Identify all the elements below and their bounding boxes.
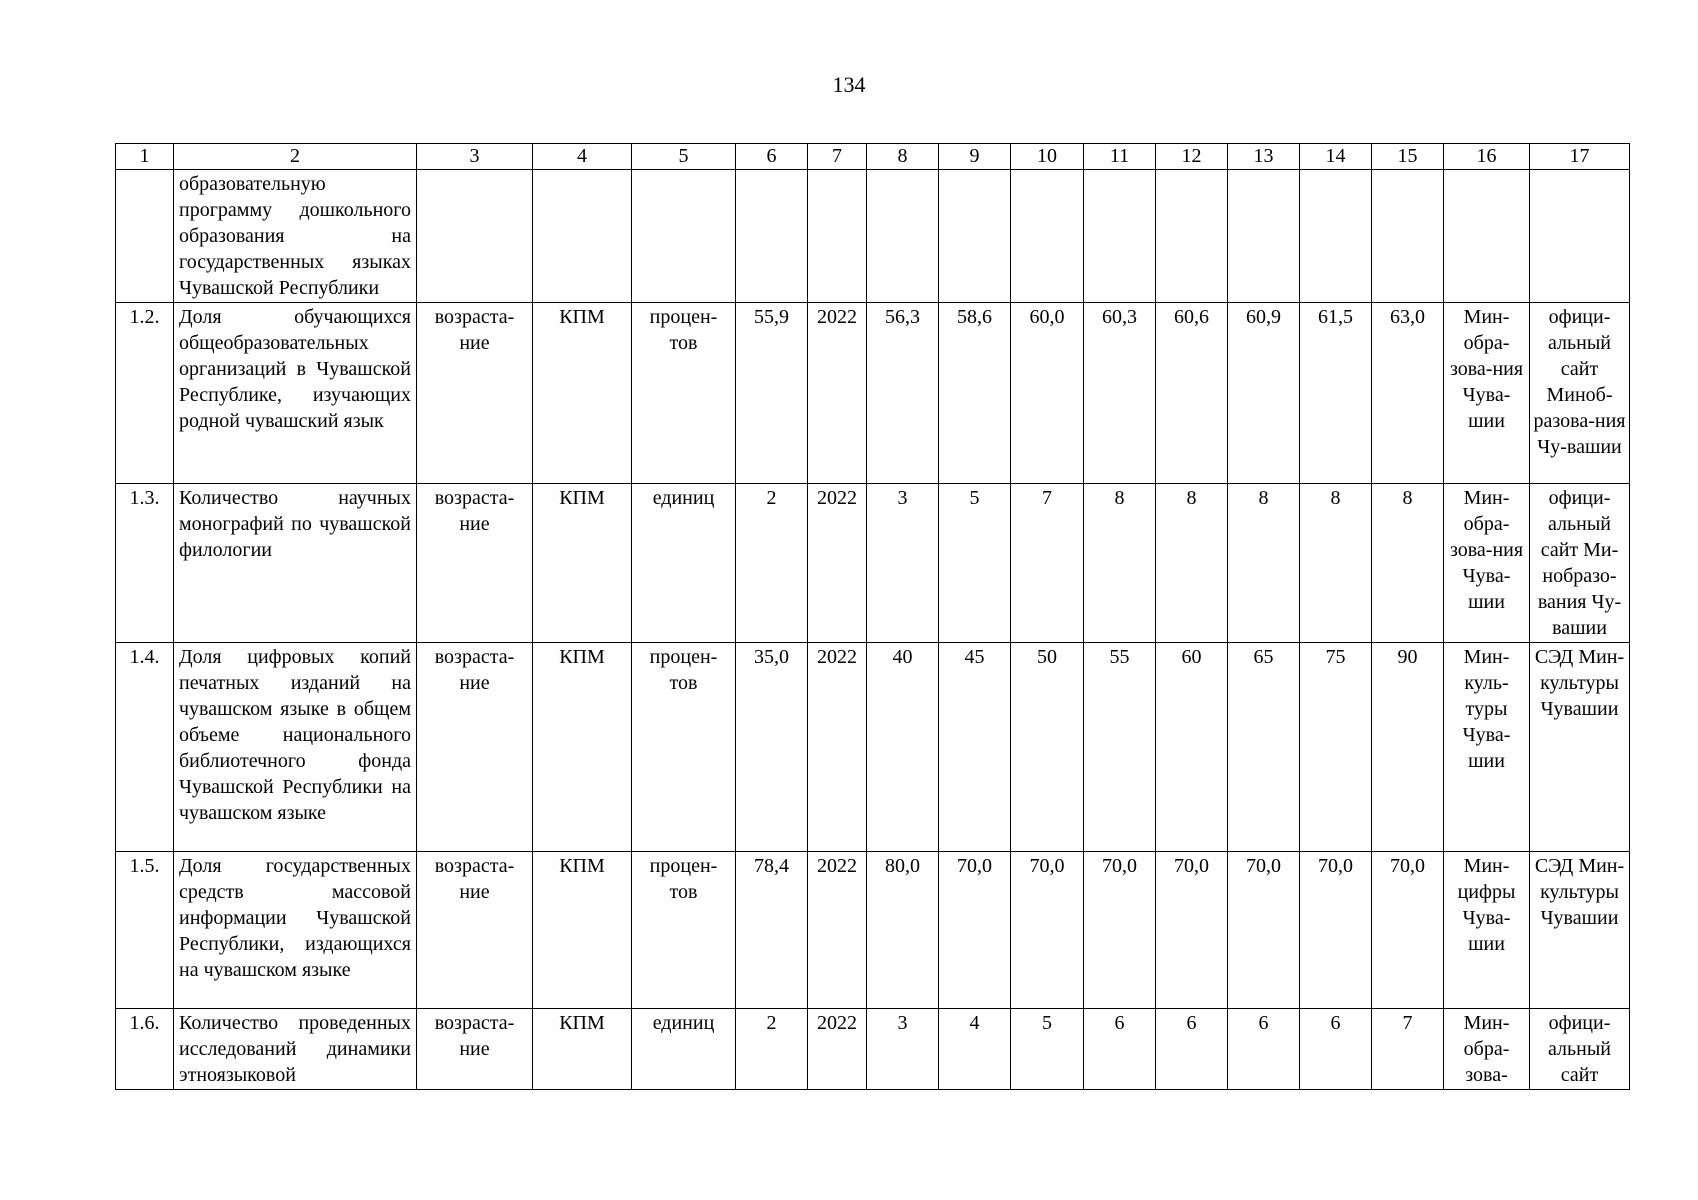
cell-name: Доля цифровых копий печатных изданий на чувашском языке в общем объеме национального библиотечного фонда Чувашской Республики на чувашском языке xyxy=(174,643,417,852)
cell-value: 6 xyxy=(1228,1009,1300,1090)
cell-level: КПМ xyxy=(533,852,632,1009)
cell-responsible: Мин-куль-туры Чува-шии xyxy=(1444,643,1530,852)
cell-value: 3 xyxy=(867,1009,939,1090)
table-row xyxy=(116,852,1630,1009)
cell-value: 60 xyxy=(1156,643,1228,852)
cell-value: 90 xyxy=(1372,643,1444,852)
cell-value: 70,0 xyxy=(939,852,1011,1009)
header-cell: 13 xyxy=(1228,144,1300,170)
cell-name: Доля обучающихся общеобразовательных организаций в Чувашской Республике, изучающих родной чувашский язык xyxy=(174,303,417,484)
cell-base-value: 35,0 xyxy=(736,643,808,852)
cell-value: 55 xyxy=(1084,643,1156,852)
cell-num: 1.4. xyxy=(116,643,174,852)
cell-trend: возраста-ние xyxy=(417,852,533,1009)
continuation-row xyxy=(116,170,1630,303)
cell-responsible: Мин-цифры Чува-шии xyxy=(1444,852,1530,1009)
cell-unit: процен-тов xyxy=(632,643,736,852)
header-cell: 9 xyxy=(939,144,1011,170)
cell-trend: возраста-ние xyxy=(417,1009,533,1090)
cell-unit: единиц xyxy=(632,484,736,643)
indicators-table xyxy=(115,143,1630,1090)
table-row xyxy=(116,484,1630,643)
cell-level: КПМ xyxy=(533,1009,632,1090)
cell-base-year: 2022 xyxy=(808,303,867,484)
cell-value: 4 xyxy=(939,1009,1011,1090)
cell-value: 70,0 xyxy=(1156,852,1228,1009)
cell-level: КПМ xyxy=(533,484,632,643)
page-number: 134 xyxy=(832,72,866,97)
cell-unit: единиц xyxy=(632,1009,736,1090)
cell-name: образовательную программу дошкольного образования на государственных языках Чувашской Республики xyxy=(174,170,417,303)
cell-source: офици-альный сайт Миноб-разова-ния Чу-вашии xyxy=(1530,303,1630,484)
cell-value: 70,0 xyxy=(1300,852,1372,1009)
cell-value: 70,0 xyxy=(1011,852,1084,1009)
cell-name: Количество научных монографий по чувашской филологии xyxy=(174,484,417,643)
cell-base-year: 2022 xyxy=(808,643,867,852)
cell-level: КПМ xyxy=(533,303,632,484)
header-cell: 14 xyxy=(1300,144,1372,170)
cell-value: 65 xyxy=(1228,643,1300,852)
cell-value: 7 xyxy=(1011,484,1084,643)
cell-source: СЭД Мин-культуры Чувашии xyxy=(1530,852,1630,1009)
cell-value: 6 xyxy=(1300,1009,1372,1090)
cell-value: 60,3 xyxy=(1084,303,1156,484)
header-cell: 12 xyxy=(1156,144,1228,170)
cell-base-value: 2 xyxy=(736,484,808,643)
cell-num: 1.6. xyxy=(116,1009,174,1090)
cell-value: 56,3 xyxy=(867,303,939,484)
cell-trend: возраста-ние xyxy=(417,303,533,484)
cell-level: КПМ xyxy=(533,643,632,852)
cell-value: 5 xyxy=(1011,1009,1084,1090)
cell-base-year: 2022 xyxy=(808,852,867,1009)
cell-value: 75 xyxy=(1300,643,1372,852)
cell-unit: процен-тов xyxy=(632,303,736,484)
header-cell: 3 xyxy=(417,144,533,170)
cell-value: 70,0 xyxy=(1372,852,1444,1009)
header-row xyxy=(116,144,1630,170)
cell-value: 40 xyxy=(867,643,939,852)
header-cell: 1 xyxy=(116,144,174,170)
cell-value: 80,0 xyxy=(867,852,939,1009)
cell-trend: возраста-ние xyxy=(417,643,533,852)
cell-value: 70,0 xyxy=(1228,852,1300,1009)
cell-value: 60,0 xyxy=(1011,303,1084,484)
cell-value: 63,0 xyxy=(1372,303,1444,484)
cell-num xyxy=(116,170,174,303)
cell-value: 8 xyxy=(1084,484,1156,643)
cell-value: 45 xyxy=(939,643,1011,852)
cell-responsible: Мин-обра-зова-ния Чува-шии xyxy=(1444,303,1530,484)
cell-value: 60,6 xyxy=(1156,303,1228,484)
cell-base-value: 2 xyxy=(736,1009,808,1090)
header-cell: 16 xyxy=(1444,144,1530,170)
cell-num: 1.5. xyxy=(116,852,174,1009)
cell-source: офици-альный сайт Ми-нобразо-вания Чу-вашии xyxy=(1530,484,1630,643)
cell-num: 1.3. xyxy=(116,484,174,643)
cell-base-value: 78,4 xyxy=(736,852,808,1009)
cell-unit: процен-тов xyxy=(632,852,736,1009)
cell-base-value: 55,9 xyxy=(736,303,808,484)
cell-value: 6 xyxy=(1156,1009,1228,1090)
header-cell: 2 xyxy=(174,144,417,170)
cell-value: 8 xyxy=(1156,484,1228,643)
cell-value: 58,6 xyxy=(939,303,1011,484)
cell-value: 60,9 xyxy=(1228,303,1300,484)
cell-value: 3 xyxy=(867,484,939,643)
cell-trend: возраста-ние xyxy=(417,484,533,643)
cell-name: Доля государственных средств массовой информации Чувашской Республики, издающихся на чувашском языке xyxy=(174,852,417,1009)
header-cell: 5 xyxy=(632,144,736,170)
cell-value: 61,5 xyxy=(1300,303,1372,484)
cell-source: офици-альный сайт xyxy=(1530,1009,1630,1090)
table-row xyxy=(116,643,1630,852)
cell-base-year: 2022 xyxy=(808,1009,867,1090)
cell-value: 8 xyxy=(1300,484,1372,643)
cell-responsible: Мин-обра-зова- xyxy=(1444,1009,1530,1090)
header-cell: 7 xyxy=(808,144,867,170)
cell-name: Количество проведенных исследований динамики этноязыковой xyxy=(174,1009,417,1090)
table-row xyxy=(116,1009,1630,1090)
cell-num: 1.2. xyxy=(116,303,174,484)
header-cell: 6 xyxy=(736,144,808,170)
cell-value: 8 xyxy=(1228,484,1300,643)
header-cell: 17 xyxy=(1530,144,1630,170)
cell-source: СЭД Мин-культуры Чувашии xyxy=(1530,643,1630,852)
cell-value: 5 xyxy=(939,484,1011,643)
cell-value: 50 xyxy=(1011,643,1084,852)
header-cell: 4 xyxy=(533,144,632,170)
cell-responsible: Мин-обра-зова-ния Чува-шии xyxy=(1444,484,1530,643)
cell-value: 8 xyxy=(1372,484,1444,643)
header-cell: 11 xyxy=(1084,144,1156,170)
table-row xyxy=(116,303,1630,484)
header-cell: 10 xyxy=(1011,144,1084,170)
header-cell: 15 xyxy=(1372,144,1444,170)
cell-value: 7 xyxy=(1372,1009,1444,1090)
cell-base-year: 2022 xyxy=(808,484,867,643)
cell-value: 6 xyxy=(1084,1009,1156,1090)
cell-value: 70,0 xyxy=(1084,852,1156,1009)
header-cell: 8 xyxy=(867,144,939,170)
